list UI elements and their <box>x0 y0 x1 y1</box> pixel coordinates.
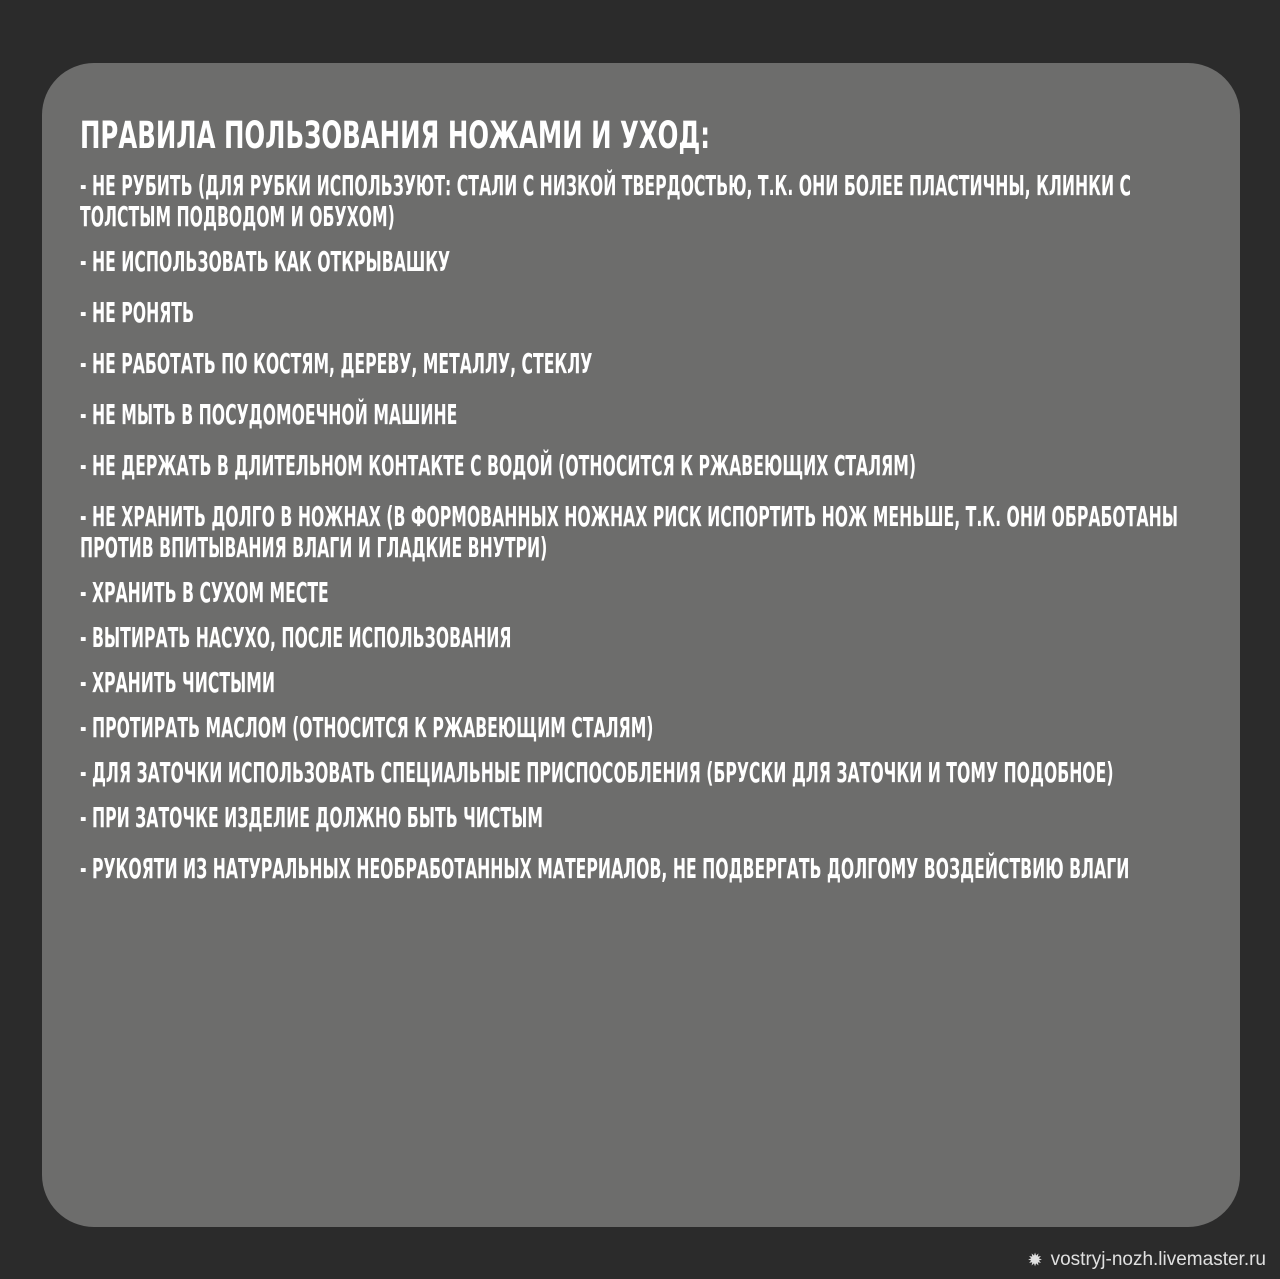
rule-item: - ДЛЯ ЗАТОЧКИ ИСПОЛЬЗОВАТЬ СПЕЦИАЛЬНЫЕ ПРИСПОСОБЛЕНИЯ (БРУСКИ ДЛЯ ЗАТОЧКИ И ТОМУ ПОДОБНОЕ) <box>80 756 1114 789</box>
rule-item: - ПРИ ЗАТОЧКЕ ИЗДЕЛИЕ ДОЛЖНО БЫТЬ ЧИСТЫМ <box>80 801 543 834</box>
rule-item: - ХРАНИТЬ ЧИСТЫМИ <box>80 666 276 699</box>
watermark <box>1028 1249 1267 1271</box>
rule-item: - НЕ ИСПОЛЬЗОВАТЬ КАК ОТКРЫВАШКУ <box>80 245 451 278</box>
rule-item: - НЕ МЫТЬ В ПОСУДОМОЕЧНОЙ МАШИНЕ <box>80 398 458 431</box>
watermark-text: vostryj-nozh.livemaster.ru <box>1050 1249 1266 1270</box>
rule-item: - ВЫТИРАТЬ НАСУХО, ПОСЛЕ ИСПОЛЬЗОВАНИЯ <box>80 621 512 654</box>
rules-content <box>80 112 1220 904</box>
rule-item: - НЕ ДЕРЖАТЬ В ДЛИТЕЛЬНОМ КОНТАКТЕ С ВОДОЙ (ОТНОСИТСЯ К РЖАВЕЮЩИХ СТАЛЯМ) <box>80 449 917 482</box>
livemaster-logo-icon: ✹ <box>1027 1249 1043 1270</box>
rule-item: - НЕ ХРАНИТЬ ДОЛГО В НОЖНАХ (В ФОРМОВАННЫХ НОЖНАХ РИСК ИСПОРТИТЬ НОЖ МЕНЬШЕ, Т.К. ОНИ ОБРАБОТАНЫ ПРОТИВ ВПИТЫВАНИЯ ВЛАГИ И ГЛАДКИЕ ВНУТРИ) <box>80 500 1178 564</box>
page-title: ПРАВИЛА ПОЛЬЗОВАНИЯ НОЖАМИ И УХОД: <box>80 114 710 157</box>
rule-item: - НЕ РАБОТАТЬ ПО КОСТЯМ, ДЕРЕВУ, МЕТАЛЛУ, СТЕКЛУ <box>80 347 593 380</box>
rule-item: - ПРОТИРАТЬ МАСЛОМ (ОТНОСИТСЯ К РЖАВЕЮЩИМ СТАЛЯМ) <box>80 711 654 744</box>
rule-item: - НЕ РУБИТЬ (ДЛЯ РУБКИ ИСПОЛЬЗУЮТ: СТАЛИ С НИЗКОЙ ТВЕРДОСТЬЮ, Т.К. ОНИ БОЛЕЕ ПЛАСТИЧНЫ, КЛИНКИ С ТОЛСТЫМ ПОДВОДОМ И ОБУХОМ) <box>80 169 1132 233</box>
rule-item: - НЕ РОНЯТЬ <box>80 296 194 329</box>
rule-item: - РУКОЯТИ ИЗ НАТУРАЛЬНЫХ НЕОБРАБОТАННЫХ МАТЕРИАЛОВ, НЕ ПОДВЕРГАТЬ ДОЛГОМУ ВОЗДЕЙСТВИЮ ВЛАГИ <box>80 852 1130 885</box>
rule-item: - ХРАНИТЬ В СУХОМ МЕСТЕ <box>80 576 329 609</box>
